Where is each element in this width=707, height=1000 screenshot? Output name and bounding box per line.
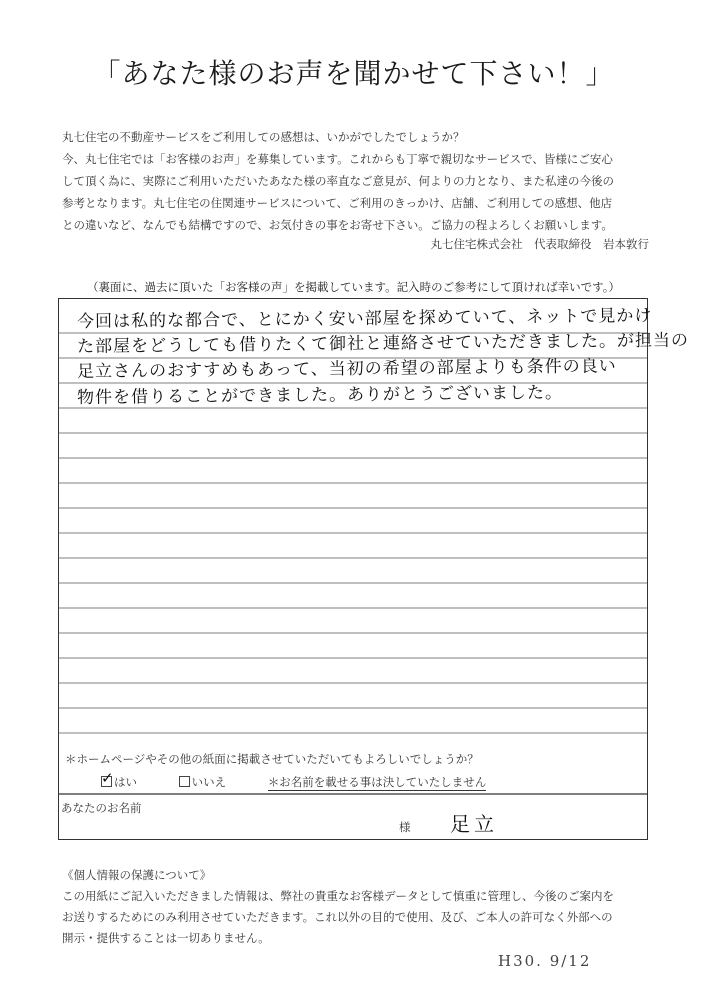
intro-line: して頂く為に、実際にご利用いただいたあなた様の率直なご意見が、何よりの力となり、また私達の今後の [62, 174, 614, 188]
handwritten-name: 足立 [450, 812, 498, 836]
handwritten-comment-line: 足立さんのおすすめもあって、当初の希望の部屋よりも条件の良い [76, 356, 617, 382]
name-notice: ＊お名前を載せる事は決していたしません [267, 775, 487, 789]
intro-line: 今、丸七住宅では「お客様のお声」を募集しています。これからも丁寧で親切なサービスで、皆様にご安心 [62, 152, 613, 166]
name-label: あなたのお名前 [61, 801, 142, 815]
comment-form [58, 298, 690, 840]
page-title: 「あなた様のお声を聞かせて下さい！」 [92, 57, 615, 90]
privacy-section [62, 865, 662, 949]
privacy-heading: 《個人情報の保護について》 [62, 868, 212, 882]
yes-option[interactable] [101, 775, 137, 789]
privacy-line: この用紙にご記入いただきました情報は、弊社の貴重なお客様データとして慎重に管理し、今後のご案内を [62, 889, 614, 903]
reference-note: （裏面に、過去に頂いた「お客様の声」を掲載しています。記入時のご参考にして頂ければ幸いです。） [87, 280, 620, 294]
yes-label: はい [114, 775, 137, 789]
handwritten-comment-line: た部屋をどうしても借りたくて御社と連絡させていただきました。が担当の [76, 330, 690, 357]
no-option[interactable] [179, 775, 227, 789]
consent-question: ＊ホームページやその他の紙面に掲載させていただいてもよろしいでしょうか？ [65, 752, 479, 766]
intro-line: 参考となります。丸七住宅の住関連サービスについて、ご利用のきっかけ、店舗、ご利用しての感想、他店 [62, 196, 613, 210]
privacy-line: 開示・提供することは一切ありません。 [62, 931, 270, 945]
intro-line: との違いなど、なんでも結構ですので、お気付きの事をお寄せ下さい。ご協力の程よろしくお願いします。 [62, 218, 613, 232]
company-signature: 丸七住宅株式会社 代表取締役 岩本敦行 [430, 237, 649, 251]
consent-options [101, 774, 486, 790]
handwritten-comment-line: 物件を借りることができました。ありがとうございました。 [76, 382, 564, 408]
handwritten-date: H30. 9/12 [498, 952, 592, 970]
privacy-line: お送りするためにのみ利用させていただきます。これ以外の目的で使用、及び、ご本人の許可なく外部への [62, 910, 613, 924]
handwritten-comment-line: 今回は私的な都合で、とにかく安い部屋を探めていて、ネットで見かけ [76, 305, 653, 332]
checkbox-empty-icon[interactable] [179, 776, 190, 787]
intro-text [62, 126, 652, 236]
name-honorific: 様 [399, 820, 411, 834]
checkbox-checked-icon[interactable] [101, 776, 112, 787]
no-label: いいえ [191, 775, 227, 789]
intro-line: 丸七住宅の不動産サービスをご利用しての感想は、いかがでしたでしょうか？ [62, 130, 465, 144]
